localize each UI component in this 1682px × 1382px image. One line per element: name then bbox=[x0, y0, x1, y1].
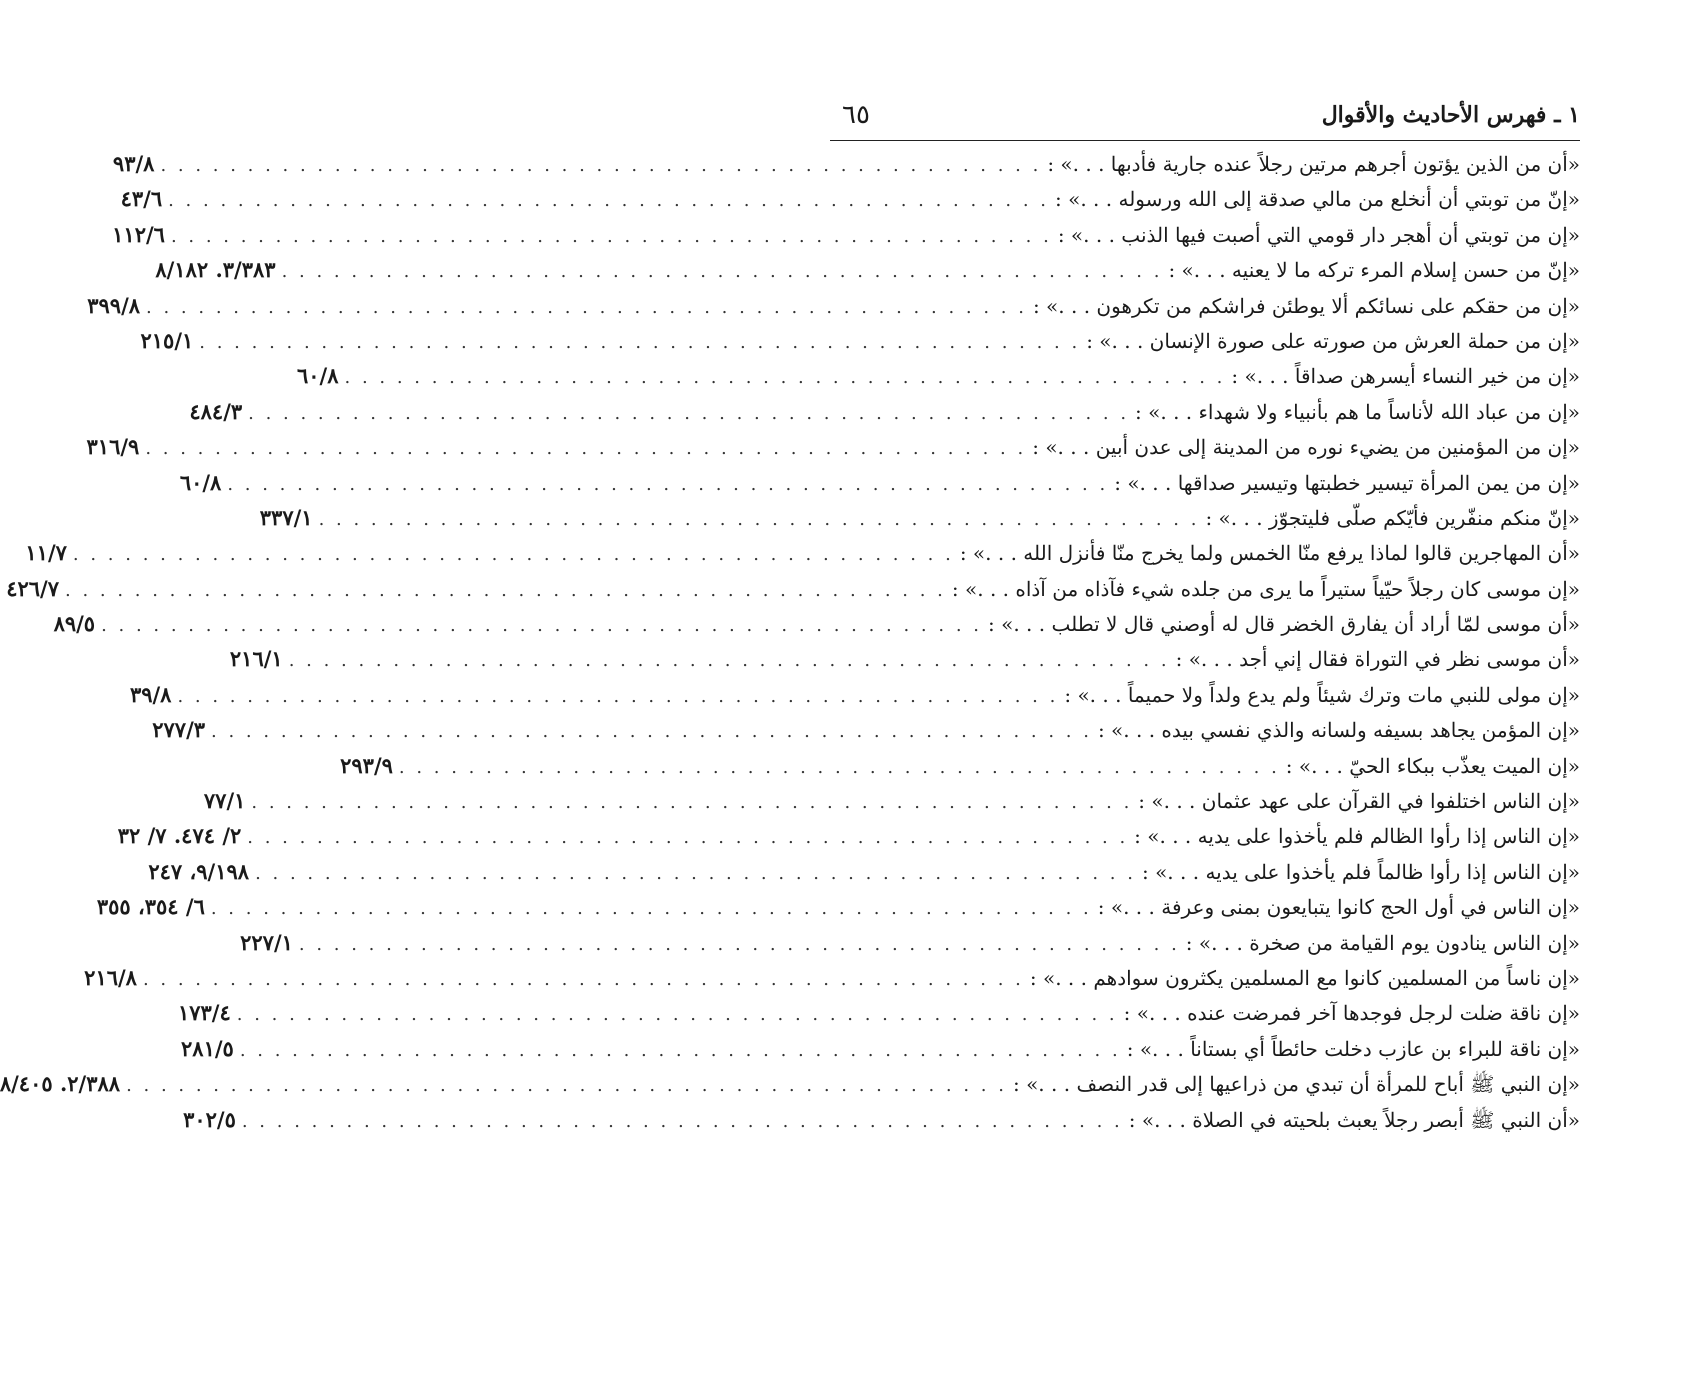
index-entry bbox=[96, 894, 1580, 929]
entry-reference: ٩٣/٨ bbox=[112, 151, 155, 176]
dot-leader: . . . . . . . . . . . . . . . . . . . . . . . . . . . . . . . . . . . . . . . . . . . . . . . . . . . bbox=[236, 1004, 1118, 1026]
entry-reference: ٤٢٦/٧ bbox=[6, 575, 59, 601]
entry-text: «إنّ منكم منفّرين فأيّكم صلّى فليتجوّز . . .» : bbox=[1205, 505, 1580, 530]
index-entry bbox=[0, 1071, 1580, 1106]
entry-text: «إن ناساً من المسلمين كانوا مع المسلمين يكثرون سوادهم . . .» : bbox=[1029, 965, 1580, 990]
entry-reference: ٦٠/٨ bbox=[179, 469, 222, 495]
entry-text: «إن من حملة العرش من صورته على صورة الإنسان . . .» : bbox=[1086, 328, 1580, 353]
index-entry bbox=[112, 151, 1580, 186]
entry-reference: ٨٩/٥ bbox=[53, 611, 96, 637]
entry-reference: ١٧٣/٤ bbox=[177, 1000, 231, 1026]
dot-leader: . . . . . . . . . . . . . . . . . . . . . . . . . . . . . . . . . . . . . . . . . . . . . . . . . . . bbox=[255, 862, 1136, 884]
entry-text: «إنّ من توبتي أن أنخلع من مالي صدقة إلى الله ورسوله . . .» : bbox=[1055, 187, 1580, 212]
index-entry bbox=[148, 858, 1580, 894]
index-entry bbox=[203, 788, 1580, 823]
entry-text: «إن من توبتي أن أهجر دار قومي التي أصبت فيها الذنب . . .» : bbox=[1057, 222, 1580, 247]
index-entry bbox=[53, 611, 1580, 646]
index-entry bbox=[155, 257, 1580, 292]
index-entry bbox=[117, 823, 1580, 858]
entry-text: «إن من حقكم على نسائكم ألا يوطئن فراشكم من تكرهون . . .» : bbox=[1032, 293, 1580, 318]
entry-text: «أن موسى لمّا أراد أن يفارق الخضر قال له أوصني قال لا تطلب . . .» : bbox=[987, 612, 1580, 637]
index-entry bbox=[183, 1106, 1580, 1142]
hadith-index-list bbox=[0, 151, 1580, 1142]
entry-text: «إنّ من حسن إسلام المرء تركه ما لا يعنيه . . .» : bbox=[1168, 258, 1580, 283]
index-entry bbox=[296, 363, 1580, 398]
index-entry bbox=[179, 469, 1580, 505]
entry-text: «أن من الذين يؤتون أجرهم مرتين رجلاً عنده جارية فأدبها . . .» : bbox=[1047, 152, 1580, 176]
entry-text: «إن مولى للنبي مات وترك شيئاً ولم يدع ولداً ولا حميماً . . .» : bbox=[1064, 682, 1580, 707]
dot-leader: . . . . . . . . . . . . . . . . . . . . . . . . . . . . . . . . . . . . . . . . . . . . . . . . . . . bbox=[177, 685, 1059, 707]
entry-reference: ٢١٥/١ bbox=[140, 327, 194, 353]
entry-reference: ٢/٣٨٨. ٨/٤٠٥ bbox=[0, 1071, 121, 1097]
entry-reference: ٦/ ٣٥٤، ٣٥٥ bbox=[96, 894, 205, 920]
entry-reference: ٤٣/٦ bbox=[120, 186, 163, 212]
dot-leader: . . . . . . . . . . . . . . . . . . . . . . . . . . . . . . . . . . . . . . . . . . . . . . . . . . . bbox=[65, 579, 946, 601]
entry-reference: ٢٧٧/٣ bbox=[152, 717, 206, 743]
index-entry bbox=[87, 292, 1580, 328]
dot-leader: . . . . . . . . . . . . . . . . . . . . . . . . . . . . . . . . . . . . . . . . . . . . . . . . . . . bbox=[298, 933, 1180, 955]
entry-reference: ٢٨١/٥ bbox=[181, 1035, 234, 1061]
index-entry bbox=[340, 752, 1580, 788]
index-entry bbox=[86, 434, 1580, 469]
dot-leader: . . . . . . . . . . . . . . . . . . . . . . . . . . . . . . . . . . . . . . . . . . . . . . . . . . . bbox=[398, 756, 1280, 778]
entry-reference: ٣٩٩/٨ bbox=[87, 292, 141, 318]
index-entry bbox=[229, 646, 1580, 681]
entry-text: «إن من خير النساء أيسرهن صداقاً . . .» : bbox=[1231, 364, 1580, 389]
entry-reference: ٤٨٤/٣ bbox=[189, 398, 243, 424]
entry-reference: ٢١٦/١ bbox=[229, 646, 283, 672]
running-header bbox=[830, 96, 1580, 141]
entry-reference: ٩/١٩٨، ٢٤٧ bbox=[148, 858, 250, 884]
entry-text: «أن المهاجرين قالوا لماذا يرفع منّا الخمس ولما يخرج منّا فأنزل الله . . .» : bbox=[959, 541, 1580, 566]
entry-reference: ٢/ ٤٧٤. ٧/ ٣٢ bbox=[117, 823, 242, 849]
section-title: ١ ـ فهرس الأحاديث والأقوال bbox=[1321, 102, 1580, 128]
entry-reference: ٦٠/٨ bbox=[296, 363, 339, 389]
dot-leader: . . . . . . . . . . . . . . . . . . . . . . . . . . . . . . . . . . . . . . . . . . . . . . . . . . . bbox=[145, 438, 1027, 460]
entry-text: «إن الناس إذا رأوا ظالماً فلم يأخذوا على يديه . . .» : bbox=[1141, 859, 1580, 884]
dot-leader: . . . . . . . . . . . . . . . . . . . . . . . . . . . . . . . . . . . . . . . . . . . . . . . . . . . bbox=[318, 508, 1200, 530]
dot-leader: . . . . . . . . . . . . . . . . . . . . . . . . . . . . . . . . . . . . . . . . . . . . . . . . . . . bbox=[170, 225, 1052, 247]
entry-reference: ٢١٦/٨ bbox=[84, 964, 137, 990]
index-entry bbox=[6, 575, 1580, 611]
index-entry bbox=[240, 929, 1580, 965]
dot-leader: . . . . . . . . . . . . . . . . . . . . . . . . . . . . . . . . . . . . . . . . . . . . . . . . . . . bbox=[288, 650, 1170, 672]
entry-text: «إن موسى كان رجلاً حيّياً ستيراً ما يرى من جلده شيء فآذاه من آذاه . . .» : bbox=[951, 576, 1580, 601]
dot-leader: . . . . . . . . . . . . . . . . . . . . . . . . . . . . . . . . . . . . . . . . . . . . . . . . . . . bbox=[281, 261, 1163, 283]
dot-leader: . . . . . . . . . . . . . . . . . . . . . . . . . . . . . . . . . . . . . . . . . . . . . . . . . . . bbox=[210, 898, 1092, 920]
index-entry bbox=[120, 186, 1580, 221]
dot-leader: . . . . . . . . . . . . . . . . . . . . . . . . . . . . . . . . . . . . . . . . . . . . . . . . . . . bbox=[101, 615, 982, 637]
dot-leader: . . . . . . . . . . . . . . . . . . . . . . . . . . . . . . . . . . . . . . . . . . . . . . . . . . . bbox=[239, 1039, 1121, 1061]
index-entry bbox=[140, 327, 1580, 363]
entry-reference: ٢٩٣/٩ bbox=[340, 752, 393, 778]
entry-text: «إن الناس إذا رأوا الظالم فلم يأخذوا على يديه . . .» : bbox=[1134, 824, 1580, 849]
dot-leader: . . . . . . . . . . . . . . . . . . . . . . . . . . . . . . . . . . . . . . . . . . . . . . . . . . . bbox=[160, 155, 1042, 176]
dot-leader: . . . . . . . . . . . . . . . . . . . . . . . . . . . . . . . . . . . . . . . . . . . . . . . . . . . bbox=[142, 968, 1024, 990]
entry-reference: ١١٢/٦ bbox=[112, 221, 165, 247]
index-entry bbox=[259, 504, 1580, 540]
entry-text: «إن الناس اختلفوا في القرآن على عهد عثمان . . .» : bbox=[1138, 789, 1580, 814]
entry-text: «أن موسى نظر في التوراة فقال إني أجد . . .» : bbox=[1175, 647, 1580, 672]
entry-text: «إن من يمن المرأة تيسير خطبتها وتيسير صداقها . . .» : bbox=[1114, 470, 1580, 495]
index-entry bbox=[84, 964, 1580, 1000]
entry-text: «إن الميت يعذّب ببكاء الحيّ . . .» : bbox=[1285, 753, 1580, 778]
index-entry bbox=[189, 398, 1580, 434]
entry-reference: ٣/٣٨٣. ٨/١٨٢ bbox=[155, 257, 276, 283]
dot-leader: . . . . . . . . . . . . . . . . . . . . . . . . . . . . . . . . . . . . . . . . . . . . . . . . . . . bbox=[344, 367, 1226, 389]
dot-leader: . . . . . . . . . . . . . . . . . . . . . . . . . . . . . . . . . . . . . . . . . . . . . . . . . . . bbox=[211, 721, 1092, 743]
entry-text: «إن من عباد الله لأناساً ما هم بأنبياء ولا شهداء . . .» : bbox=[1135, 399, 1580, 424]
index-entry bbox=[152, 717, 1580, 752]
dot-leader: . . . . . . . . . . . . . . . . . . . . . . . . . . . . . . . . . . . . . . . . . . . . . . . . . . . bbox=[168, 190, 1049, 212]
dot-leader: . . . . . . . . . . . . . . . . . . . . . . . . . . . . . . . . . . . . . . . . . . . . . . . . . . . bbox=[126, 1075, 1007, 1097]
entry-reference: ٣٠٢/٥ bbox=[183, 1106, 236, 1132]
entry-text: «إن الناس ينادون يوم القيامة من صخرة . . .» : bbox=[1185, 930, 1580, 955]
entry-reference: ٧٧/١ bbox=[203, 788, 246, 814]
index-entry bbox=[129, 681, 1580, 717]
dot-leader: . . . . . . . . . . . . . . . . . . . . . . . . . . . . . . . . . . . . . . . . . . . . . . . . . . . bbox=[199, 331, 1081, 353]
entry-reference: ٣٣٧/١ bbox=[259, 504, 313, 530]
entry-text: «إن ناقة للبراء بن عازب دخلت حائطاً أي بستاناً . . .» : bbox=[1126, 1036, 1580, 1061]
entry-text: «إن المؤمن يجاهد بسيفه ولسانه والذي نفسي بيده . . .» : bbox=[1097, 718, 1580, 743]
dot-leader: . . . . . . . . . . . . . . . . . . . . . . . . . . . . . . . . . . . . . . . . . . . . . . . . . . . bbox=[247, 827, 1129, 849]
entry-text: «إن الناس في أول الحج كانوا يتبايعون بمنى وعرفة . . .» : bbox=[1097, 895, 1580, 920]
index-entry bbox=[112, 221, 1580, 257]
dot-leader: . . . . . . . . . . . . . . . . . . . . . . . . . . . . . . . . . . . . . . . . . . . . . . . . . . . bbox=[146, 296, 1027, 318]
page-number: ٦٥ bbox=[842, 100, 870, 130]
entry-text: «إن ناقة ضلت لرجل فوجدها آخر فمرضت عنده . . .» : bbox=[1123, 1001, 1580, 1026]
entry-reference: ١١/٧ bbox=[25, 540, 67, 566]
dot-leader: . . . . . . . . . . . . . . . . . . . . . . . . . . . . . . . . . . . . . . . . . . . . . . . . . . . bbox=[227, 473, 1109, 495]
entry-reference: ٣١٦/٩ bbox=[86, 434, 140, 460]
index-entry bbox=[177, 1000, 1580, 1035]
index-entry bbox=[25, 540, 1580, 575]
dot-leader: . . . . . . . . . . . . . . . . . . . . . . . . . . . . . . . . . . . . . . . . . . . . . . . . . . . bbox=[72, 544, 954, 566]
entry-reference: ٣٩/٨ bbox=[129, 681, 172, 707]
dot-leader: . . . . . . . . . . . . . . . . . . . . . . . . . . . . . . . . . . . . . . . . . . . . . . . . . . . bbox=[251, 792, 1133, 814]
entry-reference: ٢٢٧/١ bbox=[240, 929, 293, 955]
entry-text: «أن النبي ﷺ أبصر رجلاً يعبث بلحيته في الصلاة . . .» : bbox=[1128, 1107, 1580, 1132]
index-page bbox=[0, 96, 1580, 1142]
index-entry bbox=[181, 1035, 1580, 1071]
dot-leader: . . . . . . . . . . . . . . . . . . . . . . . . . . . . . . . . . . . . . . . . . . . . . . . . . . . bbox=[248, 402, 1130, 424]
dot-leader: . . . . . . . . . . . . . . . . . . . . . . . . . . . . . . . . . . . . . . . . . . . . . . . . . . . bbox=[241, 1110, 1123, 1132]
entry-text: «إن النبي ﷺ أباح للمرأة أن تبدي من ذراعيها إلى قدر النصف . . .» : bbox=[1012, 1072, 1580, 1097]
entry-text: «إن من المؤمنين من يضيء نوره من المدينة إلى عدن أبين . . .» : bbox=[1032, 435, 1580, 460]
